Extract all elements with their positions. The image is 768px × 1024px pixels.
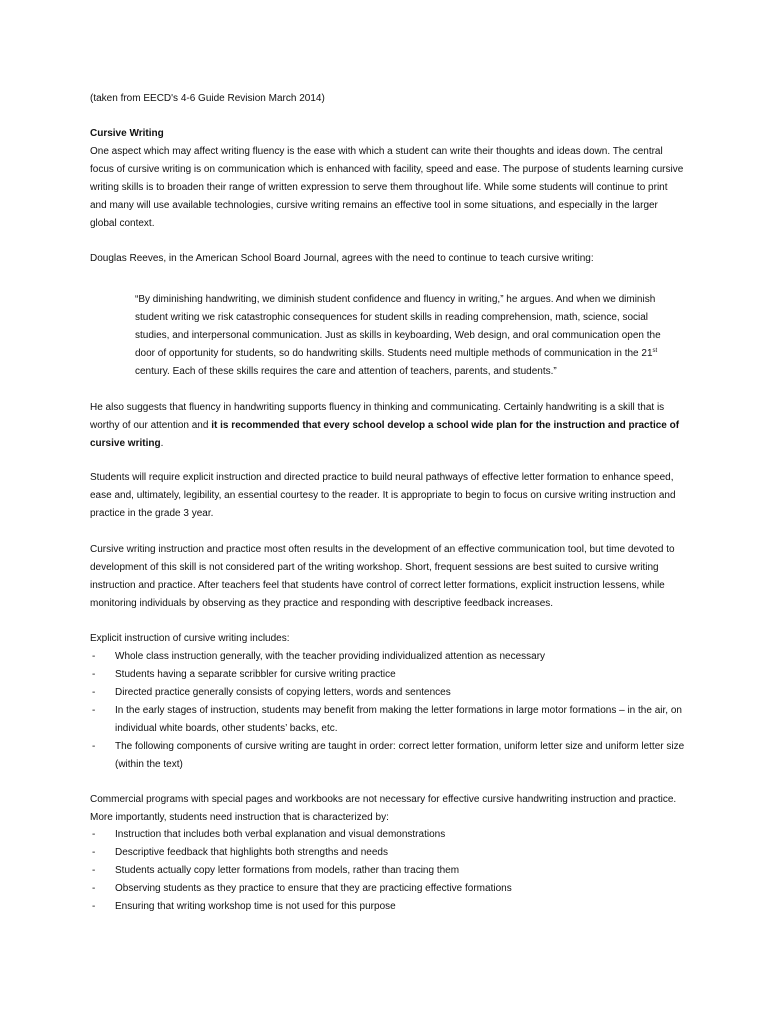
list-item: - Whole class instruction generally, with the teacher providing individualized attention as necessary — [90, 648, 690, 666]
list-item: - Descriptive feedback that highlights both strengths and needs — [90, 844, 690, 862]
block-quote — [135, 291, 683, 381]
quote-superscript: st — [652, 348, 658, 354]
list-intro-explicit: Explicit instruction of cursive writing includes: — [90, 633, 290, 644]
list-item: - The following components of cursive writing are taught in order: correct letter formation, uniform letter size and uniform letter size (within the text) — [90, 738, 690, 774]
recommendation-tail: . — [160, 438, 164, 449]
recommendation-bold: it is recommended that every school develop a school wide plan for the instruction and practice of cursive writing — [90, 420, 680, 449]
list-item: - Directed practice generally consists of copying letters, words and sentences — [90, 684, 690, 702]
paragraph-recommendation — [90, 399, 686, 453]
list-item: - Students having a separate scribbler for cursive writing practice — [90, 666, 690, 684]
list-item: - Observing students as they practice to ensure that they are practicing effective formations — [90, 880, 690, 898]
list-item: - Students actually copy letter formations from models, rather than tracing them — [90, 862, 690, 880]
section-heading: Cursive Writing — [90, 128, 164, 139]
quote-text-part2: century. Each of these skills requires the care and attention of teachers, parents, and students.” — [135, 366, 557, 377]
paragraph-cursive-intro: One aspect which may affect writing fluency is the ease with which a student can write their thoughts and ideas down. The central focus of cursive writing is on communication which is enhanced with facility, speed and ease. The purpose of students learning cursive writing skills is to broaden their range of written expression to serve them throughout life. While some students will continue to print and many will use available technologies, cursive writing remains an effective tool in some situations, and especially in the larger global context. — [90, 146, 684, 229]
recommendation-lead: He also suggests that fluency in handwriting supports fluency in thinking and communicating. Certainly handwriting is a skill that is worthy of our attention and — [90, 402, 665, 431]
list-item: - In the early stages of instruction, students may benefit from making the letter formations in large motor formations – in the air, on individual white boards, other students’ backs, etc. — [90, 702, 690, 738]
paragraph-workshop-practice: Cursive writing instruction and practice most often results in the development of an effective communication tool, but time devoted to development of this skill is not considered part of the writing workshop. Short, frequent sessions are best suited to cursive writing instruction and practice. After teachers feel that students have control of correct letter formations, explicit instruction lessens, while monitoring individuals by observing as they practice and responding with descriptive feedback increases. — [90, 544, 675, 609]
source-note: (taken from EECD's 4-6 Guide Revision March 2014) — [90, 93, 325, 104]
paragraph-reeves-intro: Douglas Reeves, in the American School Board Journal, agrees with the need to continue to teach cursive writing: — [90, 253, 594, 264]
list-item: - Instruction that includes both verbal explanation and visual demonstrations — [90, 826, 690, 844]
paragraph-explicit-instruction: Students will require explicit instruction and directed practice to build neural pathways of effective letter formation to enhance speed, ease and, ultimately, legibility, an essential courtesy to the reader. It is appropriate to begin to focus on cursive writing instruction and practice in the grade 3 year. — [90, 472, 676, 519]
list-item: - Ensuring that writing workshop time is not used for this purpose — [90, 898, 690, 916]
explicit-instruction-list — [90, 648, 690, 774]
list-intro-commercial: Commercial programs with special pages and workbooks are not necessary for effective cursive handwriting instruction and practice. More importantly, students need instruction that is characterized by: — [90, 794, 677, 823]
quote-text-part1: “By diminishing handwriting, we diminish student confidence and fluency in writing,” he argues. And when we diminish student writing we risk catastrophic consequences for student skills in reading comprehension, math, science, social studies, and interpersonal communication. Just as skills in keyboarding, Web design, and oral communication open the door of opportunity for students, so do handwriting skills. Students need multiple methods of communication in the 21 — [135, 294, 661, 359]
instruction-characteristics-list — [90, 826, 690, 916]
